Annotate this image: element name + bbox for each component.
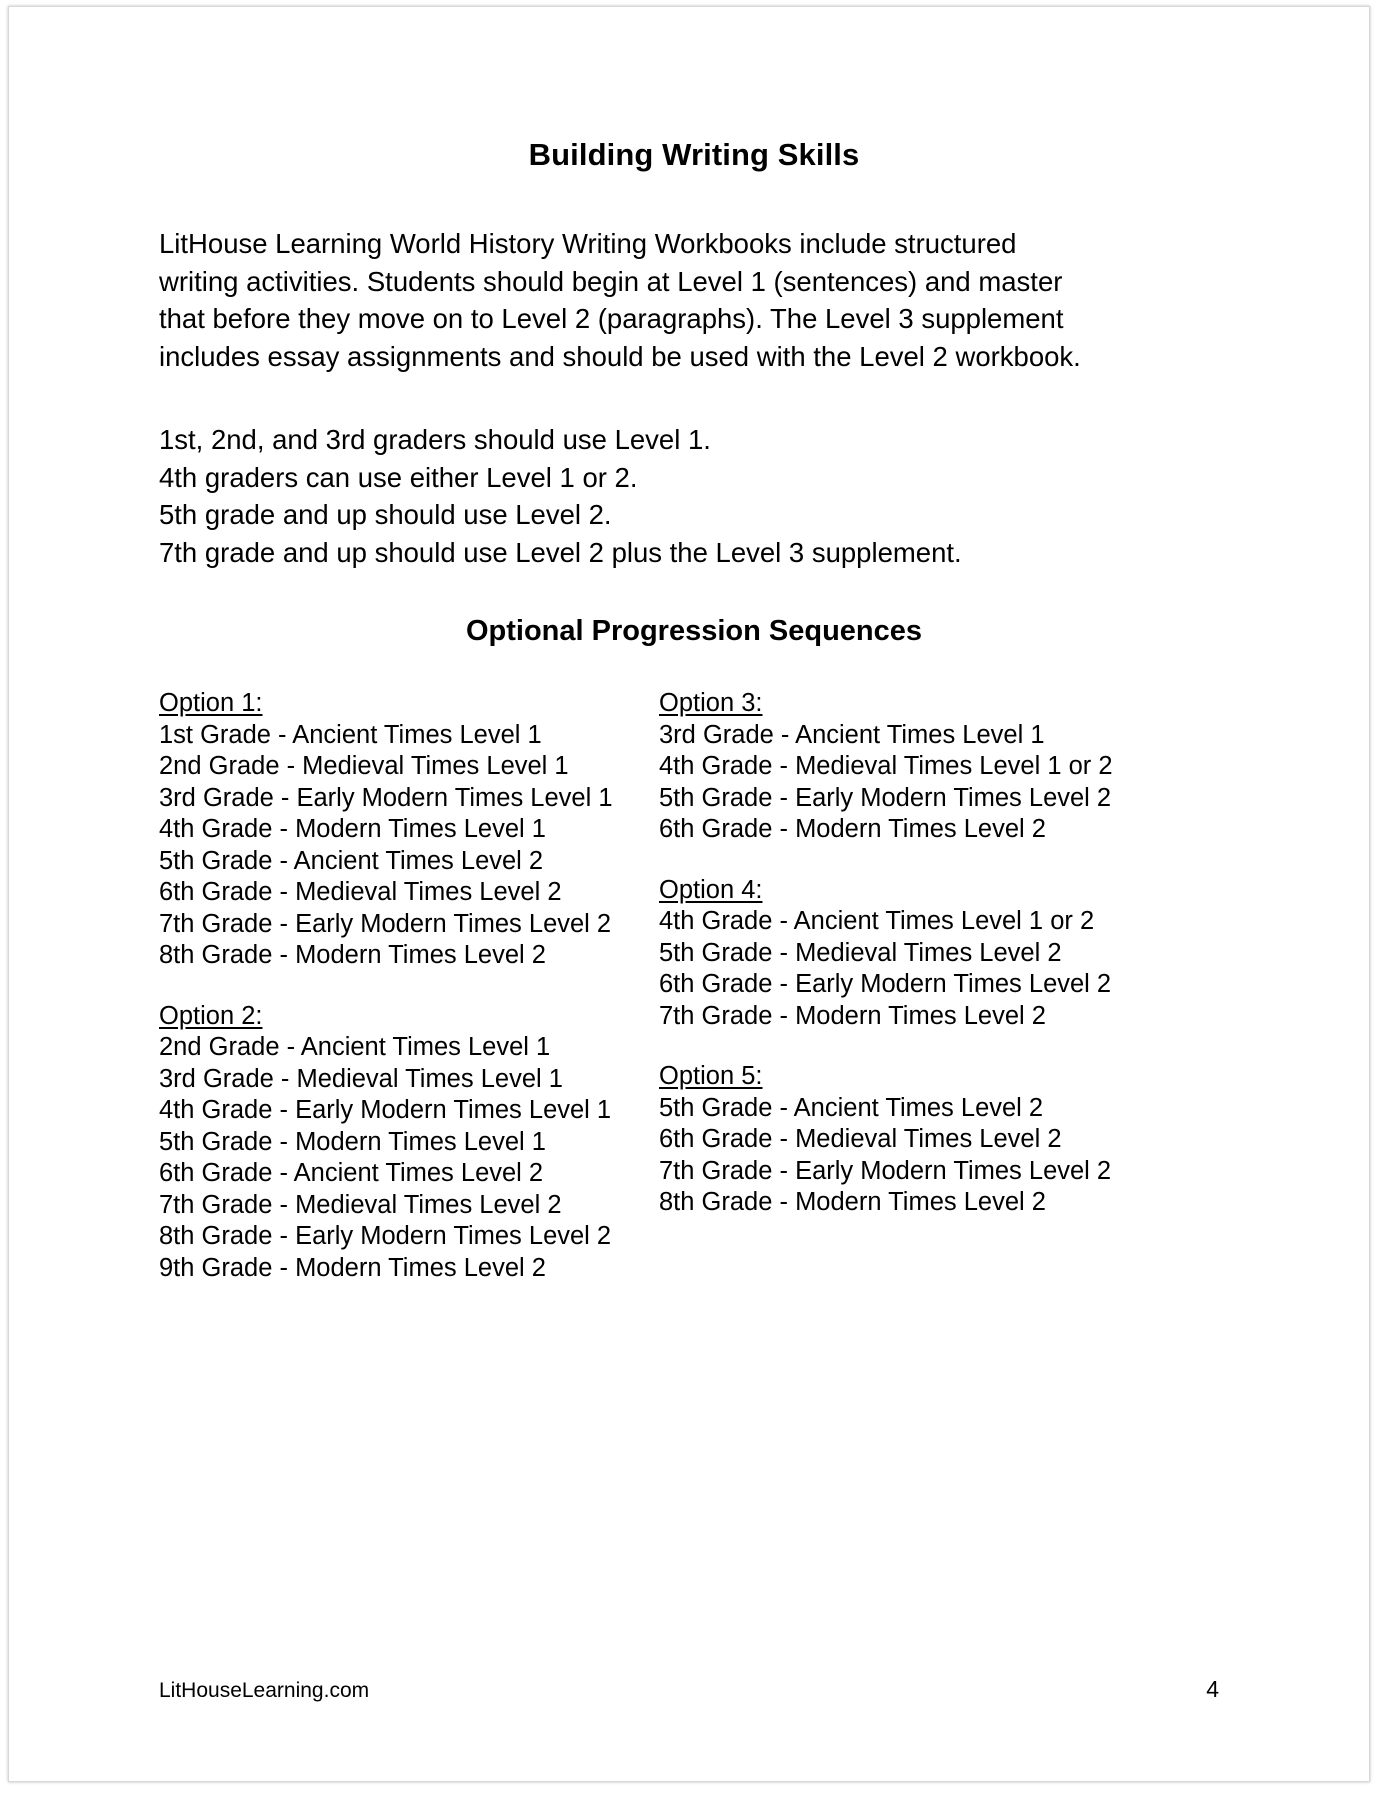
option-line: 2nd Grade - Ancient Times Level 1 — [159, 1033, 551, 1061]
option-block-2 — [159, 1001, 659, 1285]
option-block-1 — [159, 688, 659, 972]
option-heading: Option 5: — [659, 1062, 763, 1090]
page-content — [159, 137, 1229, 1284]
option-line: 4th Grade - Ancient Times Level 1 or 2 — [659, 907, 1095, 935]
option-line: 6th Grade - Medieval Times Level 2 — [159, 878, 562, 906]
intro-paragraph: LitHouse Learning World History Writing Workbooks include structured writing activities. Students should begin at Level 1 (sentences) and master that before they move on to Level 2 (paragraphs). The Level 3 supplement includes essay assignments and should be used with the Level 2 workbook. — [159, 228, 1081, 372]
option-line: 5th Grade - Medieval Times Level 2 — [659, 938, 1062, 967]
footer-site-name: LitHouseLearning.com — [159, 1679, 370, 1702]
option-line: 6th Grade - Ancient Times Level 2 — [159, 1159, 544, 1187]
option-block-4 — [659, 875, 1129, 1033]
option-heading: Option 1: — [159, 689, 263, 717]
page-title: Building Writing Skills — [528, 137, 860, 172]
option-line: 6th Grade - Early Modern Times Level 2 — [659, 970, 1112, 998]
option-line: 7th Grade - Modern Times Level 2 — [659, 1001, 1046, 1030]
option-line: 6th Grade - Modern Times Level 2 — [659, 815, 1046, 843]
option-line: 3rd Grade - Ancient Times Level 1 — [659, 720, 1045, 749]
option-line: 5th Grade - Ancient Times Level 2 — [159, 846, 544, 875]
option-line: 4th Grade - Early Modern Times Level 1 — [159, 1096, 612, 1124]
option-line: 3rd Grade - Medieval Times Level 1 — [159, 1064, 563, 1093]
option-line: 4th Grade - Modern Times Level 1 — [159, 815, 546, 843]
grade-guidance-line: 1st, 2nd, and 3rd graders should use Level 1. — [159, 424, 711, 455]
option-line: 5th Grade - Early Modern Times Level 2 — [659, 783, 1112, 812]
option-line: 7th Grade - Medieval Times Level 2 — [159, 1190, 562, 1219]
option-line: 2nd Grade - Medieval Times Level 1 — [159, 752, 569, 780]
grade-guidance-list — [159, 421, 1229, 571]
option-line: 6th Grade - Medieval Times Level 2 — [659, 1125, 1062, 1153]
footer-page-number: 4 — [1206, 1676, 1219, 1702]
option-line: 5th Grade - Modern Times Level 1 — [159, 1127, 546, 1156]
section-title: Optional Progression Sequences — [465, 615, 923, 647]
grade-guidance-line: 4th graders can use either Level 1 or 2. — [159, 461, 638, 493]
option-heading: Option 2: — [159, 1001, 263, 1030]
option-line: 7th Grade - Early Modern Times Level 2 — [159, 909, 612, 938]
progression-column-left — [159, 688, 659, 1284]
grade-guidance-line: 7th grade and up should use Level 2 plus the Level 3 supplement. — [159, 536, 962, 568]
option-line: 8th Grade - Modern Times Level 2 — [159, 941, 546, 969]
option-line: 5th Grade - Ancient Times Level 2 — [659, 1093, 1044, 1122]
progression-column-right — [659, 688, 1129, 1219]
option-line: 3rd Grade - Early Modern Times Level 1 — [159, 783, 613, 812]
option-line: 7th Grade - Early Modern Times Level 2 — [659, 1156, 1112, 1185]
page-footer — [159, 1676, 1219, 1703]
option-line: 8th Grade - Modern Times Level 2 — [659, 1188, 1046, 1216]
option-line: 4th Grade - Medieval Times Level 1 or 2 — [659, 752, 1113, 780]
option-line: 9th Grade - Modern Times Level 2 — [159, 1253, 546, 1282]
option-block-5 — [659, 1061, 1129, 1219]
grade-guidance-line: 5th grade and up should use Level 2. — [159, 499, 612, 530]
option-block-3 — [659, 688, 1129, 846]
option-heading: Option 3: — [659, 689, 763, 717]
option-heading: Option 4: — [659, 875, 763, 904]
option-line: 8th Grade - Early Modern Times Level 2 — [159, 1222, 612, 1250]
progression-columns — [159, 688, 1229, 1284]
document-page — [8, 6, 1370, 1782]
option-line: 1st Grade - Ancient Times Level 1 — [159, 720, 542, 749]
